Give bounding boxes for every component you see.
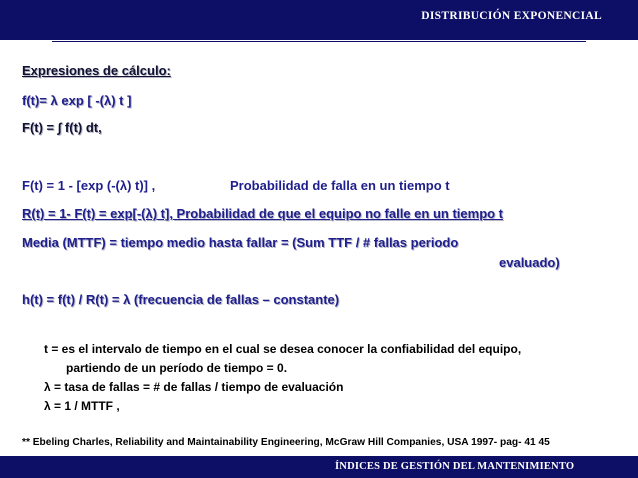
reference-citation: ** Ebeling Charles, Reliability and Maintainability Engineering, McGraw Hill Companies, USA 1997- pag- 41 45 <box>22 437 550 448</box>
formula-F: F(t) = ∫ f(t) dt, <box>22 120 102 135</box>
definition-t-line1: t = es el intervalo de tiempo en el cual se desea conocer la confiabilidad del equipo, <box>44 342 522 356</box>
formula-f: f(t)= λ exp [ -(λ) t ] <box>22 93 132 108</box>
definition-t-line2: partiendo de un período de tiempo = 0. <box>66 361 288 375</box>
definition-lambda-mttf: λ = 1 / MTTF , <box>44 399 120 413</box>
formula-mttf-line2: evaluado) <box>499 255 560 270</box>
formula-mttf-line1: Media (MTTF) = tiempo medio hasta fallar = (Sum TTF / # fallas periodo <box>22 235 459 250</box>
definition-lambda-rate: λ = tasa de fallas = # de fallas / tiempo de evaluación <box>44 380 344 394</box>
formula-F-prob-description: Probabilidad de falla en un tiempo t <box>230 178 450 193</box>
slide-footer-title: ÍNDICES DE GESTIÓN DEL MANTENIMIENTO <box>335 461 575 472</box>
header-divider <box>52 41 586 42</box>
section-heading: Expresiones de cálculo: <box>22 63 171 78</box>
slide-header-title: DISTRIBUCIÓN EXPONENCIAL <box>421 10 602 22</box>
formula-F-prob: F(t) = 1 - [exp (-(λ) t)] , <box>22 178 156 193</box>
formula-h: h(t) = f(t) / R(t) = λ (frecuencia de fallas – constante) <box>22 292 340 307</box>
formula-R: R(t) = 1- F(t) = exp[-(λ) t], Probabilidad de que el equipo no falle en un tiempo t <box>22 206 504 221</box>
